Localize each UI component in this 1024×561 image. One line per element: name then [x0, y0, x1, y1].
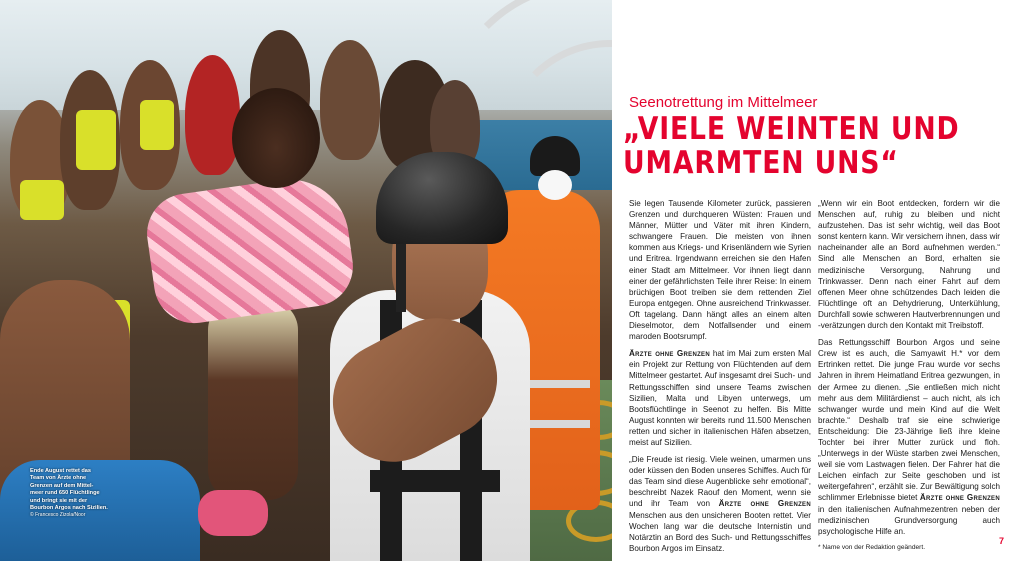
caption-line: meer rund 650 Flüchtlinge	[30, 490, 100, 497]
face-mask	[538, 170, 572, 200]
paragraph-text: Das Rettungsschiff Bourbon Argos und seine Crew ist es auch, die Samyawit H.* vor dem Ertrinken rettet. Die junge Frau wurde vor sechs Jahren in ihrem Heimatland Eritrea gezwungen, in der Armee zu dienen. „Sie entließen mich nicht mehr aus dem Militärdienst – auch nicht, als ich schwanger wurde und mein Kind auf die Welt brachte.“ Deshalb traf sie eine schwierige Entscheidung: Die 23-Jährige ließ ihre kleine Tochter bei ihrer Mutter zurück und floh. „Unterwegs in der Wüste starben zwei Menschen, weil sie vom Lastwagen fielen. Der Fahrer hat die Leichen einfach zur Seite geschoben und ist weitergefahren“, erzählt sie. Zur Bewältigung solch schlimmer Erlebnisse bietet	[818, 338, 1000, 503]
article-column-left	[629, 198, 811, 560]
caption-line: Bourbon Argos nach Sizilien.	[30, 505, 108, 512]
footnote: * Name von der Redaktion geändert.	[818, 543, 926, 551]
org-name: Ärzte ohne Grenzen	[718, 499, 811, 509]
child-legs	[208, 300, 298, 500]
article-page	[612, 0, 1024, 561]
helmet-strap	[396, 232, 406, 312]
org-name: Ärzte ohne Grenzen	[919, 493, 1000, 503]
article-headline	[623, 112, 960, 180]
paragraph: Sie legen Tausende Kilometer zurück, passieren Grenzen und durchqueren Wüsten: Frauen und Männer, Mütter und Väter mit ihren Kindern, schwangere Frauen. Die meisten von ihnen kommen aus Kriegs- und Krisenländern wie Syrien und Eritrea. Irgendwann erreichen sie den Hafen einer Stadt am Mittelmeer. Vor ihnen liegt dann einer der gefährlichsten Teile ihrer Reise: In einem brüchigen Boot treiben sie dem rettenden Ziel Europa entgegen. Ohne ausreichend Trinkwasser. Oft tagelang. Dann hängt alles an einem alten Dieselmotor, dem Notfallsender und einem maroden Bootsrumpf.	[629, 199, 811, 342]
paragraph: „Wenn wir ein Boot entdecken, fordern wir die Menschen auf, ruhig zu bleiben und nicht aufzustehen. Das ist sehr wichtig, weil das Boot sonst kentern kann. Wir versichern ihnen, dass wir nacheinander alle an Bord aufnehmen werden.“ Sind alle Menschen an Bord, erhalten sie medizinische Versorgung, Nahrung und Trinkwasser. Denn nach einer Fahrt auf dem offenen Meer ohne schützendes Dach leiden die Flüchtlinge oft an Dehydrierung, Unterkühlung, Durchfall sowie schweren Hautverbrennungen und -verätzungen durch den Kontakt mit Treibstoff.	[818, 199, 1000, 331]
article-column-right	[818, 198, 1000, 552]
crowd-person	[320, 40, 380, 160]
article-kicker: Seenotrettung im Mittelmeer	[629, 94, 818, 111]
life-vest	[140, 100, 174, 150]
caption-line: Grenzen auf dem Mittel-	[30, 482, 94, 489]
photo-credit: © Francesco Zizola/Noor	[30, 512, 86, 519]
page-number: 7	[999, 536, 1005, 546]
caption-line: Ende August rettet das	[30, 468, 92, 474]
paragraph	[629, 454, 811, 554]
paragraph-text: Menschen aus den unsicheren Booten rettet. Vier Wochen lang war die deutsche Internistin und Notärztin an Bord des Such- und Rettungsschiffes Bourbon Argos im Einsatz.	[629, 510, 811, 553]
org-name: Ärzte ohne Grenzen	[629, 349, 710, 359]
caption-line: und bringt sie mit der	[30, 497, 88, 504]
paragraph-text: „Die Freude ist riesig. Viele weinen, umarmen uns oder küssen den Boden unseres Schiffes. Auch für das Team sind diese Augenblicke sehr emotional“, beschreibt Nazek Raouf den Moment, wenn sie und ihr Team von	[629, 455, 811, 509]
headline-line: UMARMTEN UNS“	[623, 145, 899, 181]
headline-line: „VIELE WEINTEN UND	[623, 111, 960, 147]
paragraph-text: hat im Mai zum ersten Mal ein Projekt zur Rettung von Flüchtenden auf dem Mittelmeer gestartet. Auf insgesamt drei Such- und Rettungsschiffen sind unsere Teams zwischen Sizilien, Malta und Libyen unterwegs, um Bootsflüchtlinge in Seenot zu helfen. Bis Mitte August konnten wir bereits rund 11.500 Menschen retten und sicher in italienischen Häfen absetzen, meist auf Sizilien.	[629, 349, 811, 447]
paragraph	[629, 348, 811, 448]
life-vest	[20, 180, 64, 220]
child-dress	[142, 172, 358, 329]
rescuer-harness	[370, 470, 500, 492]
photo-caption	[30, 468, 112, 520]
child-head	[232, 88, 320, 188]
life-vest	[76, 110, 116, 170]
child-shoe	[198, 490, 268, 536]
paragraph-text: in den italienischen Aufnahmezentren neben der medizinischen Grundversorgung auch psychologische Hilfe an.	[818, 504, 1000, 536]
paragraph	[818, 337, 1000, 537]
crowd-person	[185, 55, 240, 175]
caption-line: Team von Ärzte ohne	[30, 475, 87, 482]
